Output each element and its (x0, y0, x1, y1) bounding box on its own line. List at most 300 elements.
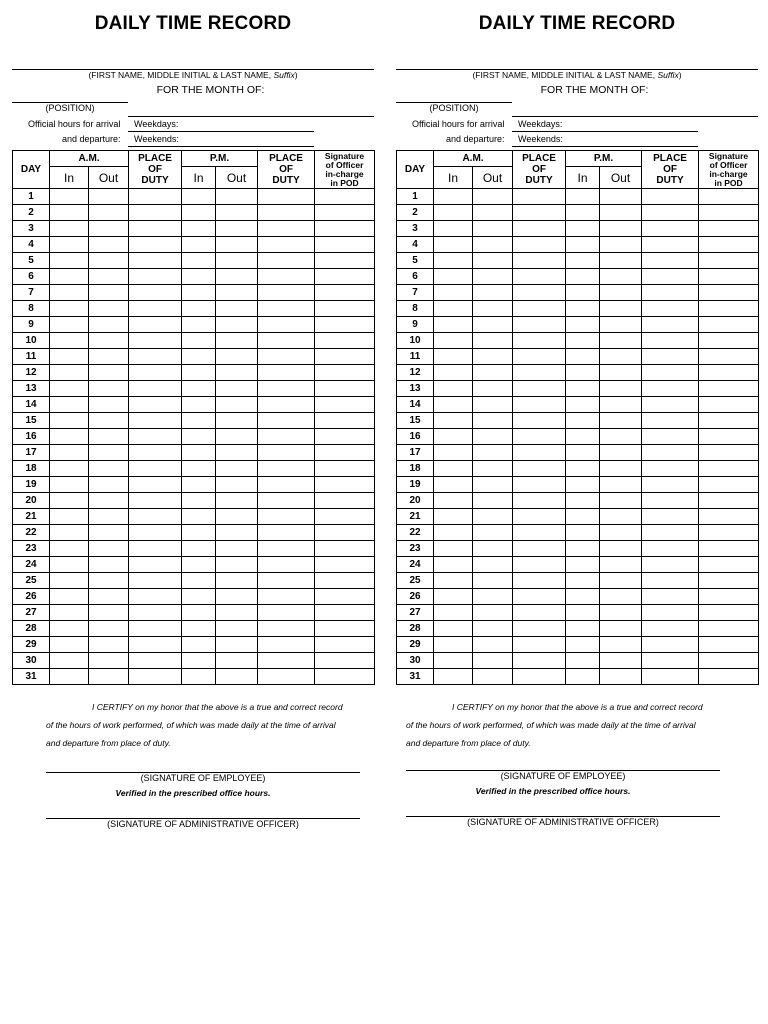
am-out-cell[interactable] (89, 541, 129, 557)
am-place-cell[interactable] (129, 525, 182, 541)
am-place-cell[interactable] (129, 509, 182, 525)
am-out-cell[interactable] (473, 301, 513, 317)
pm-place-cell[interactable] (642, 221, 699, 237)
am-out-cell[interactable] (473, 365, 513, 381)
signature-cell[interactable] (699, 269, 759, 285)
pm-place-cell[interactable] (642, 477, 699, 493)
am-out-cell[interactable] (89, 493, 129, 509)
am-place-cell[interactable] (513, 589, 566, 605)
pm-in-cell[interactable] (182, 589, 216, 605)
am-out-cell[interactable] (473, 445, 513, 461)
am-in-cell[interactable] (50, 637, 89, 653)
signature-cell[interactable] (315, 381, 375, 397)
pm-out-cell[interactable] (216, 413, 258, 429)
pm-place-cell[interactable] (258, 637, 315, 653)
am-out-cell[interactable] (473, 429, 513, 445)
pm-in-cell[interactable] (566, 525, 600, 541)
am-place-cell[interactable] (129, 349, 182, 365)
pm-out-cell[interactable] (600, 477, 642, 493)
pm-in-cell[interactable] (566, 333, 600, 349)
am-out-cell[interactable] (473, 493, 513, 509)
pm-out-cell[interactable] (216, 333, 258, 349)
am-place-cell[interactable] (129, 189, 182, 205)
pm-place-cell[interactable] (642, 653, 699, 669)
am-in-cell[interactable] (50, 317, 89, 333)
pm-place-cell[interactable] (642, 365, 699, 381)
pm-in-cell[interactable] (182, 349, 216, 365)
signature-cell[interactable] (315, 317, 375, 333)
pm-out-cell[interactable] (600, 189, 642, 205)
am-out-cell[interactable] (473, 525, 513, 541)
am-in-cell[interactable] (50, 429, 89, 445)
am-in-cell[interactable] (434, 445, 473, 461)
am-place-cell[interactable] (129, 605, 182, 621)
pm-place-cell[interactable] (258, 557, 315, 573)
pm-out-cell[interactable] (600, 493, 642, 509)
am-out-cell[interactable] (473, 653, 513, 669)
pm-out-cell[interactable] (600, 429, 642, 445)
am-in-cell[interactable] (434, 413, 473, 429)
pm-in-cell[interactable] (566, 589, 600, 605)
am-in-cell[interactable] (50, 349, 89, 365)
am-place-cell[interactable] (129, 269, 182, 285)
am-in-cell[interactable] (50, 605, 89, 621)
am-place-cell[interactable] (129, 461, 182, 477)
am-out-cell[interactable] (473, 381, 513, 397)
signature-cell[interactable] (315, 285, 375, 301)
pm-in-cell[interactable] (566, 317, 600, 333)
am-in-cell[interactable] (50, 573, 89, 589)
pm-out-cell[interactable] (600, 461, 642, 477)
pm-place-cell[interactable] (258, 573, 315, 589)
pm-place-cell[interactable] (258, 605, 315, 621)
pm-place-cell[interactable] (258, 221, 315, 237)
am-in-cell[interactable] (50, 381, 89, 397)
signature-cell[interactable] (699, 189, 759, 205)
am-in-cell[interactable] (50, 221, 89, 237)
pm-in-cell[interactable] (566, 445, 600, 461)
am-out-cell[interactable] (473, 269, 513, 285)
pm-place-cell[interactable] (258, 509, 315, 525)
am-in-cell[interactable] (434, 317, 473, 333)
am-in-cell[interactable] (434, 237, 473, 253)
signature-cell[interactable] (315, 349, 375, 365)
pm-out-cell[interactable] (216, 477, 258, 493)
pm-place-cell[interactable] (258, 253, 315, 269)
am-out-cell[interactable] (89, 205, 129, 221)
pm-out-cell[interactable] (600, 253, 642, 269)
pm-in-cell[interactable] (566, 221, 600, 237)
pm-out-cell[interactable] (600, 301, 642, 317)
am-place-cell[interactable] (513, 365, 566, 381)
am-in-cell[interactable] (50, 237, 89, 253)
am-in-cell[interactable] (50, 365, 89, 381)
pm-in-cell[interactable] (182, 381, 216, 397)
am-out-cell[interactable] (89, 509, 129, 525)
pm-out-cell[interactable] (216, 285, 258, 301)
pm-place-cell[interactable] (642, 301, 699, 317)
am-place-cell[interactable] (513, 301, 566, 317)
pm-in-cell[interactable] (566, 573, 600, 589)
pm-in-cell[interactable] (566, 301, 600, 317)
weekends-line[interactable] (512, 146, 698, 147)
signature-cell[interactable] (315, 429, 375, 445)
pm-out-cell[interactable] (216, 461, 258, 477)
pm-in-cell[interactable] (182, 541, 216, 557)
pm-out-cell[interactable] (216, 557, 258, 573)
pm-in-cell[interactable] (566, 285, 600, 301)
am-in-cell[interactable] (50, 333, 89, 349)
pm-in-cell[interactable] (182, 605, 216, 621)
signature-cell[interactable] (699, 333, 759, 349)
am-in-cell[interactable] (50, 445, 89, 461)
pm-in-cell[interactable] (566, 637, 600, 653)
pm-place-cell[interactable] (642, 333, 699, 349)
am-in-cell[interactable] (50, 525, 89, 541)
pm-out-cell[interactable] (600, 445, 642, 461)
am-place-cell[interactable] (129, 333, 182, 349)
am-out-cell[interactable] (473, 637, 513, 653)
am-out-cell[interactable] (89, 525, 129, 541)
signature-cell[interactable] (699, 349, 759, 365)
signature-cell[interactable] (699, 589, 759, 605)
pm-in-cell[interactable] (566, 493, 600, 509)
pm-out-cell[interactable] (600, 365, 642, 381)
am-out-cell[interactable] (473, 573, 513, 589)
pm-in-cell[interactable] (566, 237, 600, 253)
signature-cell[interactable] (315, 493, 375, 509)
am-in-cell[interactable] (434, 589, 473, 605)
am-in-cell[interactable] (434, 333, 473, 349)
signature-cell[interactable] (315, 221, 375, 237)
am-out-cell[interactable] (473, 605, 513, 621)
am-in-cell[interactable] (50, 413, 89, 429)
pm-in-cell[interactable] (182, 413, 216, 429)
am-place-cell[interactable] (513, 429, 566, 445)
pm-in-cell[interactable] (182, 445, 216, 461)
pm-out-cell[interactable] (600, 509, 642, 525)
pm-out-cell[interactable] (216, 637, 258, 653)
signature-cell[interactable] (315, 269, 375, 285)
pm-place-cell[interactable] (642, 253, 699, 269)
pm-in-cell[interactable] (182, 333, 216, 349)
pm-place-cell[interactable] (258, 269, 315, 285)
pm-in-cell[interactable] (182, 493, 216, 509)
pm-out-cell[interactable] (216, 541, 258, 557)
pm-in-cell[interactable] (182, 253, 216, 269)
am-out-cell[interactable] (89, 477, 129, 493)
am-in-cell[interactable] (50, 669, 89, 685)
am-out-cell[interactable] (89, 253, 129, 269)
am-place-cell[interactable] (129, 621, 182, 637)
am-place-cell[interactable] (513, 285, 566, 301)
am-place-cell[interactable] (129, 301, 182, 317)
am-out-cell[interactable] (473, 237, 513, 253)
pm-in-cell[interactable] (566, 253, 600, 269)
pm-out-cell[interactable] (216, 573, 258, 589)
am-out-cell[interactable] (89, 365, 129, 381)
pm-place-cell[interactable] (642, 605, 699, 621)
am-place-cell[interactable] (513, 541, 566, 557)
am-in-cell[interactable] (434, 525, 473, 541)
am-out-cell[interactable] (473, 253, 513, 269)
am-place-cell[interactable] (129, 381, 182, 397)
signature-cell[interactable] (699, 541, 759, 557)
signature-cell[interactable] (315, 605, 375, 621)
pm-out-cell[interactable] (600, 669, 642, 685)
pm-in-cell[interactable] (566, 509, 600, 525)
pm-out-cell[interactable] (216, 493, 258, 509)
pm-place-cell[interactable] (642, 413, 699, 429)
weekdays-line[interactable] (512, 131, 698, 132)
pm-place-cell[interactable] (642, 637, 699, 653)
am-in-cell[interactable] (434, 301, 473, 317)
pm-out-cell[interactable] (600, 269, 642, 285)
am-out-cell[interactable] (89, 397, 129, 413)
pm-place-cell[interactable] (258, 541, 315, 557)
am-out-cell[interactable] (89, 637, 129, 653)
pm-out-cell[interactable] (600, 653, 642, 669)
am-place-cell[interactable] (513, 237, 566, 253)
pm-in-cell[interactable] (566, 189, 600, 205)
am-in-cell[interactable] (434, 621, 473, 637)
am-place-cell[interactable] (513, 605, 566, 621)
signature-cell[interactable] (315, 637, 375, 653)
pm-out-cell[interactable] (600, 237, 642, 253)
am-out-cell[interactable] (473, 333, 513, 349)
am-in-cell[interactable] (434, 541, 473, 557)
am-in-cell[interactable] (434, 493, 473, 509)
signature-cell[interactable] (699, 413, 759, 429)
am-in-cell[interactable] (50, 205, 89, 221)
pm-in-cell[interactable] (566, 621, 600, 637)
pm-in-cell[interactable] (182, 205, 216, 221)
pm-in-cell[interactable] (566, 461, 600, 477)
pm-out-cell[interactable] (600, 573, 642, 589)
pm-place-cell[interactable] (258, 189, 315, 205)
am-out-cell[interactable] (89, 237, 129, 253)
pm-place-cell[interactable] (258, 205, 315, 221)
pm-place-cell[interactable] (642, 589, 699, 605)
pm-place-cell[interactable] (642, 269, 699, 285)
pm-in-cell[interactable] (182, 429, 216, 445)
pm-place-cell[interactable] (642, 557, 699, 573)
pm-place-cell[interactable] (642, 621, 699, 637)
pm-out-cell[interactable] (600, 621, 642, 637)
pm-out-cell[interactable] (216, 445, 258, 461)
signature-cell[interactable] (699, 317, 759, 333)
pm-in-cell[interactable] (566, 397, 600, 413)
pm-in-cell[interactable] (182, 397, 216, 413)
pm-out-cell[interactable] (216, 669, 258, 685)
am-in-cell[interactable] (434, 573, 473, 589)
pm-place-cell[interactable] (258, 669, 315, 685)
am-in-cell[interactable] (50, 653, 89, 669)
am-place-cell[interactable] (513, 221, 566, 237)
signature-cell[interactable] (699, 381, 759, 397)
am-place-cell[interactable] (513, 653, 566, 669)
pm-out-cell[interactable] (600, 525, 642, 541)
am-place-cell[interactable] (513, 669, 566, 685)
am-place-cell[interactable] (513, 269, 566, 285)
signature-cell[interactable] (699, 365, 759, 381)
am-place-cell[interactable] (129, 637, 182, 653)
pm-in-cell[interactable] (182, 621, 216, 637)
am-out-cell[interactable] (473, 317, 513, 333)
am-in-cell[interactable] (434, 253, 473, 269)
am-out-cell[interactable] (89, 605, 129, 621)
pm-out-cell[interactable] (600, 285, 642, 301)
pm-place-cell[interactable] (258, 621, 315, 637)
pm-place-cell[interactable] (258, 413, 315, 429)
am-out-cell[interactable] (473, 189, 513, 205)
signature-cell[interactable] (699, 669, 759, 685)
am-out-cell[interactable] (473, 461, 513, 477)
signature-cell[interactable] (315, 365, 375, 381)
am-place-cell[interactable] (513, 189, 566, 205)
am-out-cell[interactable] (89, 381, 129, 397)
am-out-cell[interactable] (473, 413, 513, 429)
am-place-cell[interactable] (129, 429, 182, 445)
am-in-cell[interactable] (50, 493, 89, 509)
am-place-cell[interactable] (513, 525, 566, 541)
am-in-cell[interactable] (434, 605, 473, 621)
pm-out-cell[interactable] (216, 301, 258, 317)
am-in-cell[interactable] (434, 653, 473, 669)
am-place-cell[interactable] (129, 493, 182, 509)
signature-cell[interactable] (699, 205, 759, 221)
pm-in-cell[interactable] (182, 573, 216, 589)
am-place-cell[interactable] (129, 557, 182, 573)
am-out-cell[interactable] (89, 333, 129, 349)
signature-cell[interactable] (315, 237, 375, 253)
signature-cell[interactable] (315, 205, 375, 221)
pm-place-cell[interactable] (642, 189, 699, 205)
pm-in-cell[interactable] (566, 205, 600, 221)
pm-place-cell[interactable] (258, 349, 315, 365)
signature-cell[interactable] (699, 461, 759, 477)
pm-in-cell[interactable] (566, 653, 600, 669)
signature-cell[interactable] (699, 477, 759, 493)
pm-place-cell[interactable] (642, 429, 699, 445)
signature-cell[interactable] (315, 189, 375, 205)
am-in-cell[interactable] (50, 557, 89, 573)
signature-cell[interactable] (315, 397, 375, 413)
pm-in-cell[interactable] (182, 461, 216, 477)
am-place-cell[interactable] (129, 397, 182, 413)
pm-in-cell[interactable] (182, 221, 216, 237)
pm-in-cell[interactable] (182, 269, 216, 285)
pm-in-cell[interactable] (566, 429, 600, 445)
am-place-cell[interactable] (513, 397, 566, 413)
signature-cell[interactable] (699, 525, 759, 541)
pm-in-cell[interactable] (182, 653, 216, 669)
am-in-cell[interactable] (50, 541, 89, 557)
pm-place-cell[interactable] (258, 285, 315, 301)
am-place-cell[interactable] (513, 381, 566, 397)
pm-out-cell[interactable] (216, 253, 258, 269)
am-in-cell[interactable] (50, 621, 89, 637)
pm-out-cell[interactable] (600, 557, 642, 573)
signature-cell[interactable] (315, 653, 375, 669)
am-place-cell[interactable] (129, 445, 182, 461)
pm-in-cell[interactable] (182, 557, 216, 573)
am-in-cell[interactable] (434, 429, 473, 445)
pm-place-cell[interactable] (258, 333, 315, 349)
signature-cell[interactable] (315, 525, 375, 541)
signature-cell[interactable] (699, 621, 759, 637)
am-place-cell[interactable] (129, 573, 182, 589)
pm-place-cell[interactable] (642, 525, 699, 541)
am-in-cell[interactable] (434, 637, 473, 653)
am-place-cell[interactable] (513, 413, 566, 429)
signature-cell[interactable] (315, 253, 375, 269)
signature-cell[interactable] (699, 221, 759, 237)
am-in-cell[interactable] (50, 269, 89, 285)
am-in-cell[interactable] (50, 397, 89, 413)
pm-out-cell[interactable] (216, 189, 258, 205)
pm-out-cell[interactable] (600, 397, 642, 413)
am-in-cell[interactable] (50, 285, 89, 301)
am-in-cell[interactable] (434, 509, 473, 525)
pm-in-cell[interactable] (182, 285, 216, 301)
pm-in-cell[interactable] (182, 525, 216, 541)
signature-cell[interactable] (315, 573, 375, 589)
pm-place-cell[interactable] (258, 493, 315, 509)
pm-in-cell[interactable] (182, 237, 216, 253)
am-in-cell[interactable] (50, 477, 89, 493)
pm-in-cell[interactable] (566, 269, 600, 285)
pm-out-cell[interactable] (600, 637, 642, 653)
pm-place-cell[interactable] (642, 381, 699, 397)
am-in-cell[interactable] (434, 381, 473, 397)
pm-out-cell[interactable] (216, 237, 258, 253)
am-out-cell[interactable] (89, 301, 129, 317)
signature-cell[interactable] (315, 621, 375, 637)
signature-cell[interactable] (699, 397, 759, 413)
am-out-cell[interactable] (89, 557, 129, 573)
am-place-cell[interactable] (513, 253, 566, 269)
pm-in-cell[interactable] (182, 317, 216, 333)
am-out-cell[interactable] (89, 413, 129, 429)
am-in-cell[interactable] (434, 205, 473, 221)
pm-place-cell[interactable] (642, 205, 699, 221)
am-place-cell[interactable] (129, 413, 182, 429)
pm-in-cell[interactable] (566, 477, 600, 493)
am-out-cell[interactable] (473, 477, 513, 493)
am-out-cell[interactable] (89, 189, 129, 205)
am-place-cell[interactable] (129, 477, 182, 493)
pm-in-cell[interactable] (182, 189, 216, 205)
pm-place-cell[interactable] (642, 397, 699, 413)
am-out-cell[interactable] (473, 285, 513, 301)
am-place-cell[interactable] (513, 621, 566, 637)
am-place-cell[interactable] (129, 541, 182, 557)
pm-place-cell[interactable] (258, 429, 315, 445)
am-in-cell[interactable] (434, 557, 473, 573)
pm-place-cell[interactable] (642, 317, 699, 333)
pm-in-cell[interactable] (182, 637, 216, 653)
pm-in-cell[interactable] (566, 349, 600, 365)
am-place-cell[interactable] (513, 317, 566, 333)
signature-cell[interactable] (699, 429, 759, 445)
signature-cell[interactable] (699, 253, 759, 269)
pm-out-cell[interactable] (216, 205, 258, 221)
am-place-cell[interactable] (129, 317, 182, 333)
am-place-cell[interactable] (129, 285, 182, 301)
signature-cell[interactable] (699, 285, 759, 301)
pm-place-cell[interactable] (258, 589, 315, 605)
